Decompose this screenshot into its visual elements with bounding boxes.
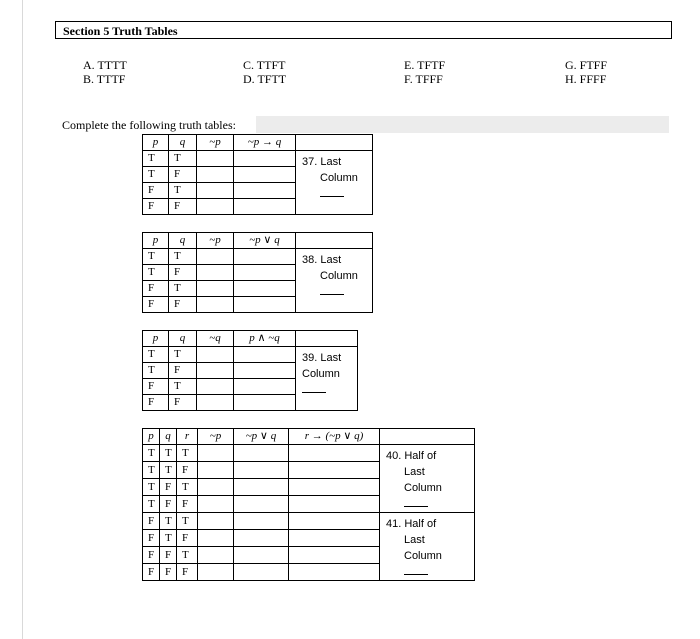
cell: T [160,530,177,547]
answer-cell[interactable] [234,347,296,363]
header-cell: ~p ∨ q [234,233,296,249]
cell: T [169,347,197,363]
answer-cell[interactable] [289,547,380,564]
header-cell: ~p [198,429,234,445]
choice-e: E. TFTF [404,58,446,72]
answer-cell[interactable] [234,445,289,462]
cell: T [169,281,197,297]
answer-cell[interactable] [289,530,380,547]
question-40-label: 40. Half of Last Column [380,445,475,513]
answer-cell[interactable] [197,151,234,167]
answer-cell[interactable] [234,363,296,379]
header-cell [296,331,358,347]
question-38-label: 38. Last Column [296,249,373,313]
answer-cell[interactable] [197,379,234,395]
answer-cell[interactable] [289,564,380,581]
answer-cell[interactable] [234,183,296,199]
table-header-row [143,331,358,347]
header-cell: q [160,429,177,445]
answer-cell[interactable] [198,564,234,581]
cell: F [143,183,169,199]
table-row [143,347,358,363]
answer-cell[interactable] [198,530,234,547]
header-cell: ~p ∨ q [234,429,289,445]
answer-cell[interactable] [234,265,296,281]
answer-cell[interactable] [198,445,234,462]
answer-cell[interactable] [234,297,296,313]
cell: T [143,462,160,479]
header-cell: q [169,331,197,347]
answer-cell[interactable] [289,513,380,530]
instruction-text: Complete the following truth tables: [62,118,236,132]
answer-cell[interactable] [234,564,289,581]
answer-cell[interactable] [198,513,234,530]
cell: F [143,513,160,530]
choice-b: B. TTTF [83,72,126,86]
cell: T [143,363,169,379]
header-cell: q [169,233,197,249]
cell: F [160,479,177,496]
answer-cell[interactable] [234,281,296,297]
cell: T [177,513,198,530]
answer-cell[interactable] [197,363,234,379]
header-cell: ~p [197,233,234,249]
cell: F [177,496,198,513]
table-header-row [143,135,373,151]
header-cell: p [143,429,160,445]
page-margin-rule [22,0,23,639]
cell: F [143,395,169,411]
cell: F [143,297,169,313]
answer-cell[interactable] [234,167,296,183]
answer-cell[interactable] [197,395,234,411]
cell: F [169,297,197,313]
answer-cell[interactable] [197,265,234,281]
cell: F [177,564,198,581]
cell: T [143,445,160,462]
cell: F [177,530,198,547]
choice-g: G. FTFF [565,58,608,72]
answer-cell[interactable] [198,547,234,564]
cell: F [169,395,197,411]
question-41-label: 41. Half of Last Column [380,513,475,581]
cell: T [160,445,177,462]
cell: F [169,265,197,281]
truth-table-40-41 [142,428,475,581]
cell: T [169,379,197,395]
choice-d: D. TFTT [243,72,287,86]
answer-cell[interactable] [234,199,296,215]
answer-cell[interactable] [234,395,296,411]
choice-h: H. FFFF [565,72,607,86]
answer-cell[interactable] [197,347,234,363]
header-cell: ~p [197,135,234,151]
truth-table-39 [142,330,358,411]
cell: F [143,564,160,581]
table-row [143,249,373,265]
cell: F [143,547,160,564]
answer-cell[interactable] [234,530,289,547]
cell: T [169,151,197,167]
cell: F [169,199,197,215]
cell: F [160,547,177,564]
answer-blank[interactable] [302,382,326,393]
answer-cell[interactable] [234,379,296,395]
header-cell [380,429,475,445]
choice-f: F. TFFF [404,72,443,86]
table-header-row [143,233,373,249]
cell: F [169,167,197,183]
header-cell: ~p → q [234,135,296,151]
cell: F [143,281,169,297]
cell: T [143,479,160,496]
cell: T [177,547,198,564]
cell: T [143,496,160,513]
cell: T [177,445,198,462]
choice-a: A. TTTT [83,58,127,72]
answer-cell[interactable] [234,462,289,479]
answer-cell[interactable] [198,496,234,513]
cell: T [143,265,169,281]
answer-cell[interactable] [197,199,234,215]
cell: F [177,462,198,479]
cell: F [160,496,177,513]
answer-cell[interactable] [197,249,234,265]
answer-blank[interactable] [404,564,428,575]
cell: F [143,379,169,395]
section-title: Section 5 Truth Tables [55,21,672,39]
answer-cell[interactable] [289,496,380,513]
answer-cell[interactable] [234,496,289,513]
cell: T [169,183,197,199]
answer-blank[interactable] [404,496,428,507]
header-cell: p [143,135,169,151]
question-37-label: 37. Last Column [296,151,373,215]
header-cell: r → (~p ∨ q) [289,429,380,445]
question-39-label: 39. Last Column [296,347,358,411]
cell: T [160,513,177,530]
table-row [143,445,475,462]
answer-cell[interactable] [234,547,289,564]
cell: F [143,199,169,215]
answer-cell[interactable] [234,513,289,530]
answer-cell[interactable] [198,479,234,496]
answer-cell[interactable] [197,183,234,199]
answer-cell[interactable] [198,462,234,479]
cell: T [143,167,169,183]
cell: T [143,347,169,363]
header-cell: p [143,233,169,249]
header-cell: q [169,135,197,151]
header-cell: p [143,331,169,347]
cell: T [143,249,169,265]
cell: F [143,530,160,547]
truth-table-37 [142,134,373,215]
header-cell: ~q [197,331,234,347]
cell: T [143,151,169,167]
answer-cell[interactable] [197,281,234,297]
header-cell: r [177,429,198,445]
table-header-row [143,429,475,445]
answer-cell[interactable] [197,167,234,183]
answer-cell[interactable] [234,479,289,496]
header-cell: p ∧ ~q [234,331,296,347]
answer-blank[interactable] [320,186,344,197]
answer-cell[interactable] [197,297,234,313]
header-cell [296,233,373,249]
cell: F [160,564,177,581]
answer-cell[interactable] [289,462,380,479]
answer-cell[interactable] [234,151,296,167]
answer-cell[interactable] [234,249,296,265]
cell: T [160,462,177,479]
cell: T [169,249,197,265]
choice-c: C. TTFT [243,58,286,72]
truth-table-38 [142,232,373,313]
cell: F [169,363,197,379]
table-row [143,513,475,530]
cell: T [177,479,198,496]
table-row [143,151,373,167]
answer-cell[interactable] [289,479,380,496]
answer-blank[interactable] [320,284,344,295]
instruction-highlight [256,116,669,133]
header-cell [296,135,373,151]
answer-cell[interactable] [289,445,380,462]
